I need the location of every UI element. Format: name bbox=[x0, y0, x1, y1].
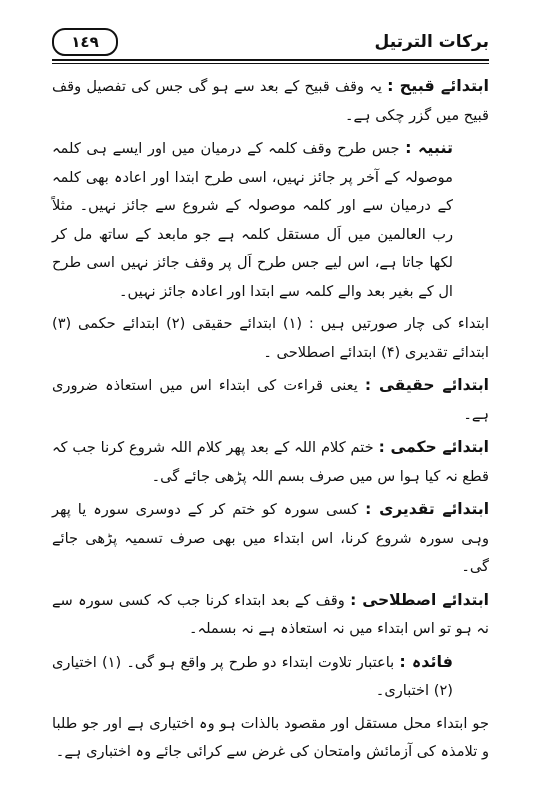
section-ibtida-taqdiri bbox=[52, 495, 489, 582]
section-term: ابتدائے قبیح : bbox=[387, 76, 490, 95]
section-term: فائدہ : bbox=[399, 651, 454, 671]
section-text: وقف کے بعد ابتداء کرنا جب کہ کسی سورہ سے نہ ہو تو اس ابتداء میں نہ استعاذہ ہے نہ بسملہ۔ bbox=[52, 591, 489, 637]
section-text: یہ وقف قبیح کے بعد سے ہو گی جس کی تفصیل وقف قبیح میں گزر چکی ہے۔ bbox=[52, 78, 489, 124]
page-body bbox=[52, 72, 489, 771]
section-text: یعنی قراءت کی ابتداء اس میں استعاذہ ضروری ہے۔ bbox=[52, 377, 489, 423]
section-term: ابتدائے حقیقی : bbox=[364, 376, 489, 394]
section-ibtida-qabih bbox=[52, 72, 489, 130]
section-text: ابتداء کی چار صورتیں ہیں : (۱) ابتدائے حقیقی (۲) ابتدائے حکمی (۳) ابتدائے تقدیری (۴) ابتدائے اصطلاحی ۔ bbox=[52, 315, 489, 361]
section-text: جس طرح وقف کلمہ کے درمیان میں اور ایسے ہی کلمہ موصولہ کے آخر پر جائز نہیں، اسی طرح ابتدا اور اعادہ بھی کلمہ کے درمیان سے اور کلمہ موصولہ کے شروع سے جائز نہیں۔ مثلاً رب العالمین میں اَل مستقل کلمہ ہے جو مابعد کے ساتھ مل کر لکھا جاتا ہے، اس لیے جس طرح اَل پر وقف جائز نہیں اسی طرح ال کے بغیر بعد والے کلمہ سے ابتدا اور اعادہ جائز نہیں۔ bbox=[52, 140, 453, 300]
section-term: ابتدائے تقدیری : bbox=[365, 500, 490, 518]
section-tanbih bbox=[52, 134, 489, 306]
header-rule-thin bbox=[52, 63, 489, 64]
section-ibtida-hukmi bbox=[52, 433, 489, 491]
section-term: تنبیہ : bbox=[405, 138, 453, 157]
section-text: ختم کلام اللہ کے بعد پھر کلام اللہ شروع کرنا جب کہ قطع نہ کیا ہوا س میں صرف بسم اللہ پڑھی جائے گی۔ bbox=[52, 439, 489, 485]
section-term: ابتدائے حکمی : bbox=[378, 438, 489, 456]
section-four-types bbox=[52, 310, 489, 367]
book-title: برکات الترتیل bbox=[374, 32, 489, 52]
header-rule bbox=[52, 59, 489, 61]
section-ibtida-haqiqi bbox=[52, 371, 489, 429]
page-header bbox=[52, 26, 489, 60]
section-faida bbox=[52, 648, 489, 706]
section-ibtida-istilahi bbox=[52, 586, 489, 644]
section-term: ابتدائے اصطلاحی : bbox=[350, 590, 490, 609]
page-number: ١٤٩ bbox=[52, 28, 118, 56]
section-closing bbox=[52, 710, 489, 767]
section-text: جو ابتداء محل مستقل اور مقصود بالذات ہو وہ اختیاری ہے اور جو طلبا و تلامذہ کی آزمائش وامتحان کی غرض سے کرائی جائے وہ اختباری ہے۔ bbox=[52, 714, 489, 760]
section-text: کسی سورہ کو ختم کر کے دوسری سورہ یا پھر وہی سورہ شروع کرنا، اس ابتداء میں بھی صرف تسمیہ پڑھی جائے گی۔ bbox=[52, 501, 489, 575]
section-text: باعتبار تلاوت ابتداء دو طرح پر واقع ہو گی۔ (۱) اختیاری (۲) اختباری۔ bbox=[52, 653, 453, 699]
